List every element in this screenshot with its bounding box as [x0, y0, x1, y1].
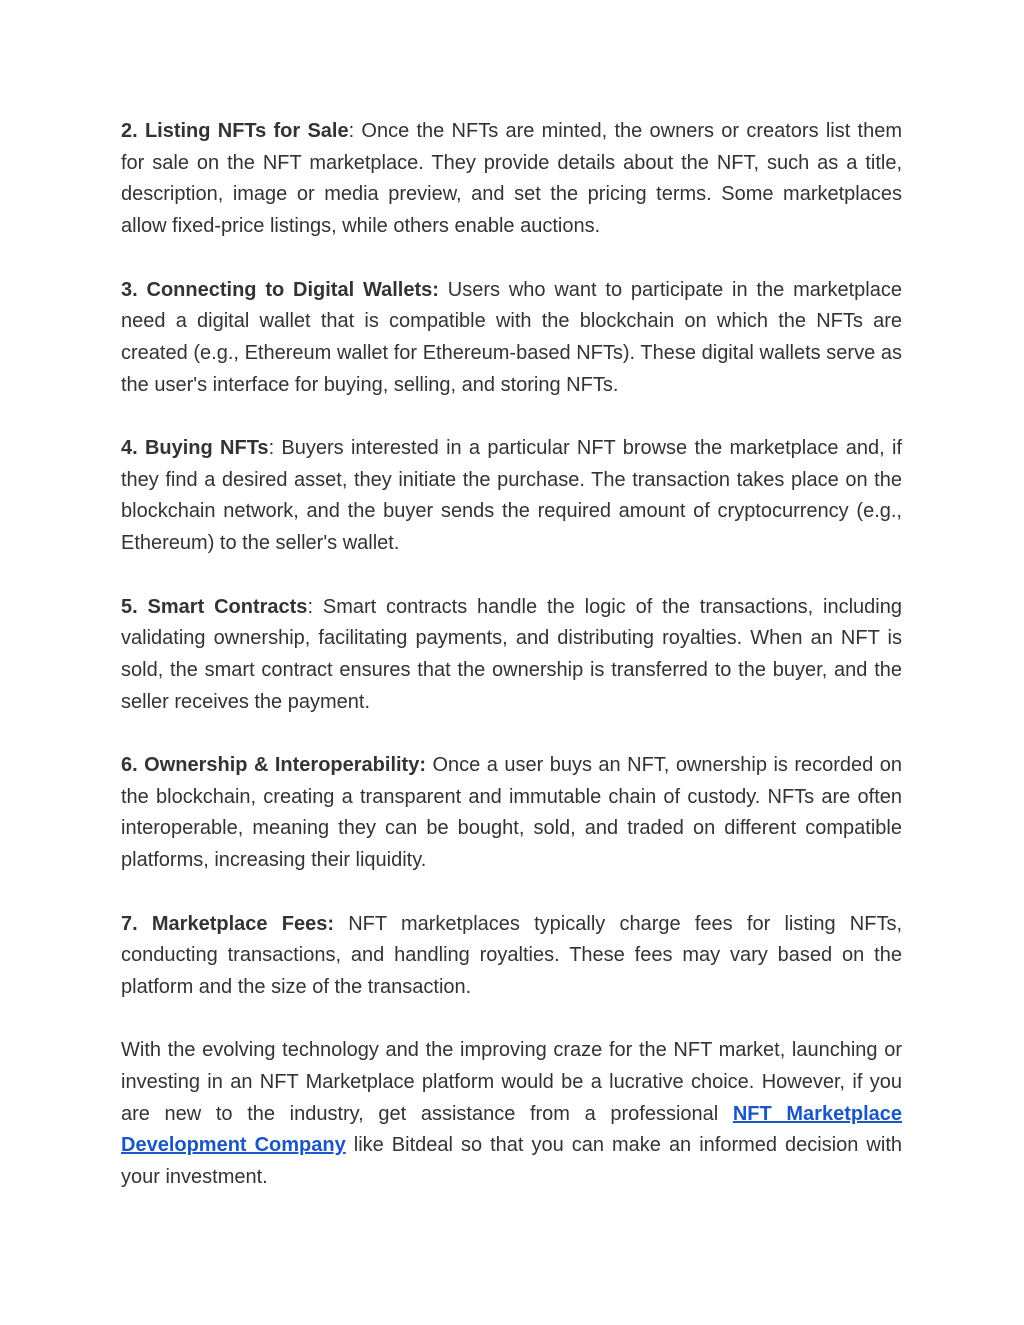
section-heading: 2. Listing NFTs for Sale: [121, 120, 349, 142]
section-buying-nfts: [121, 433, 902, 560]
conclusion-text-before: With the evolving technology and the improving craze for the NFT market, launching or investing in an NFT Marketplace platform would be a lucrative choice. However, if you are new to the industry, get assistance from a professional: [121, 1039, 902, 1125]
section-ownership-interoperability: [121, 750, 902, 877]
section-heading: 3. Connecting to Digital Wallets:: [121, 278, 439, 301]
conclusion-paragraph: [121, 1035, 902, 1194]
nft-development-company-link[interactable]: NFT Marketplace Development Company: [121, 1102, 902, 1157]
section-separator: :: [307, 595, 323, 618]
section-smart-contracts: [121, 592, 902, 719]
section-separator: [439, 279, 448, 301]
section-heading: 6. Ownership & Interoperability:: [121, 754, 427, 776]
section-separator: :: [268, 437, 282, 459]
section-heading: 7. Marketplace Fees:: [121, 912, 334, 935]
section-marketplace-fees: [121, 909, 902, 1004]
conclusion-text-after: like Bitdeal so that you can make an informed decision with your investment.: [121, 1134, 903, 1189]
section-body: Users who want to participate in the marketplace need a digital wallet that is compatible with the blockchain on which the NFTs are created (e.g., Ethereum wallet for Ethereum-based NFTs). These digital wallets serve as the user's interface for buying, selling, and storing NFTs.: [121, 278, 902, 396]
section-listing-nfts: [121, 116, 902, 243]
section-heading: 4. Buying NFTs: [121, 437, 269, 459]
section-body: Smart contracts handle the logic of the transactions, including validating ownership, facilitating payments, and distributing royalties. When an NFT is sold, the smart contract ensures that the ownership is transferred to the buyer, and the seller receives the payment.: [121, 595, 902, 713]
section-body: NFT marketplaces typically charge fees for listing NFTs, conducting transactions, and handling royalties. These fees may vary based on the platform and the size of the transaction.: [121, 912, 903, 998]
section-body: Buyers interested in a particular NFT browse the marketplace and, if they find a desired asset, they initiate the purchase. The transaction takes place on the blockchain network, and the buyer sends the required amount of cryptocurrency (e.g., Ethereum) to the seller's wallet.: [121, 437, 902, 555]
document-page: [121, 116, 902, 1194]
section-body: Once the NFTs are minted, the owners or creators list them for sale on the NFT marketplace. They provide details about the NFT, such as a title, description, image or media preview, and set the pricing terms. Some marketplaces allow fixed-price listings, while others enable auctions.: [121, 120, 902, 238]
section-separator: :: [348, 120, 362, 142]
section-body: Once a user buys an NFT, ownership is recorded on the blockchain, creating a transparent and immutable chain of custody. NFTs are often interoperable, meaning they can be bought, sold, and traded on different compatible platforms, increasing their liquidity.: [121, 754, 903, 872]
section-heading: 5. Smart Contracts: [121, 595, 308, 618]
section-separator: [334, 913, 348, 935]
section-connecting-wallets: [121, 275, 902, 402]
